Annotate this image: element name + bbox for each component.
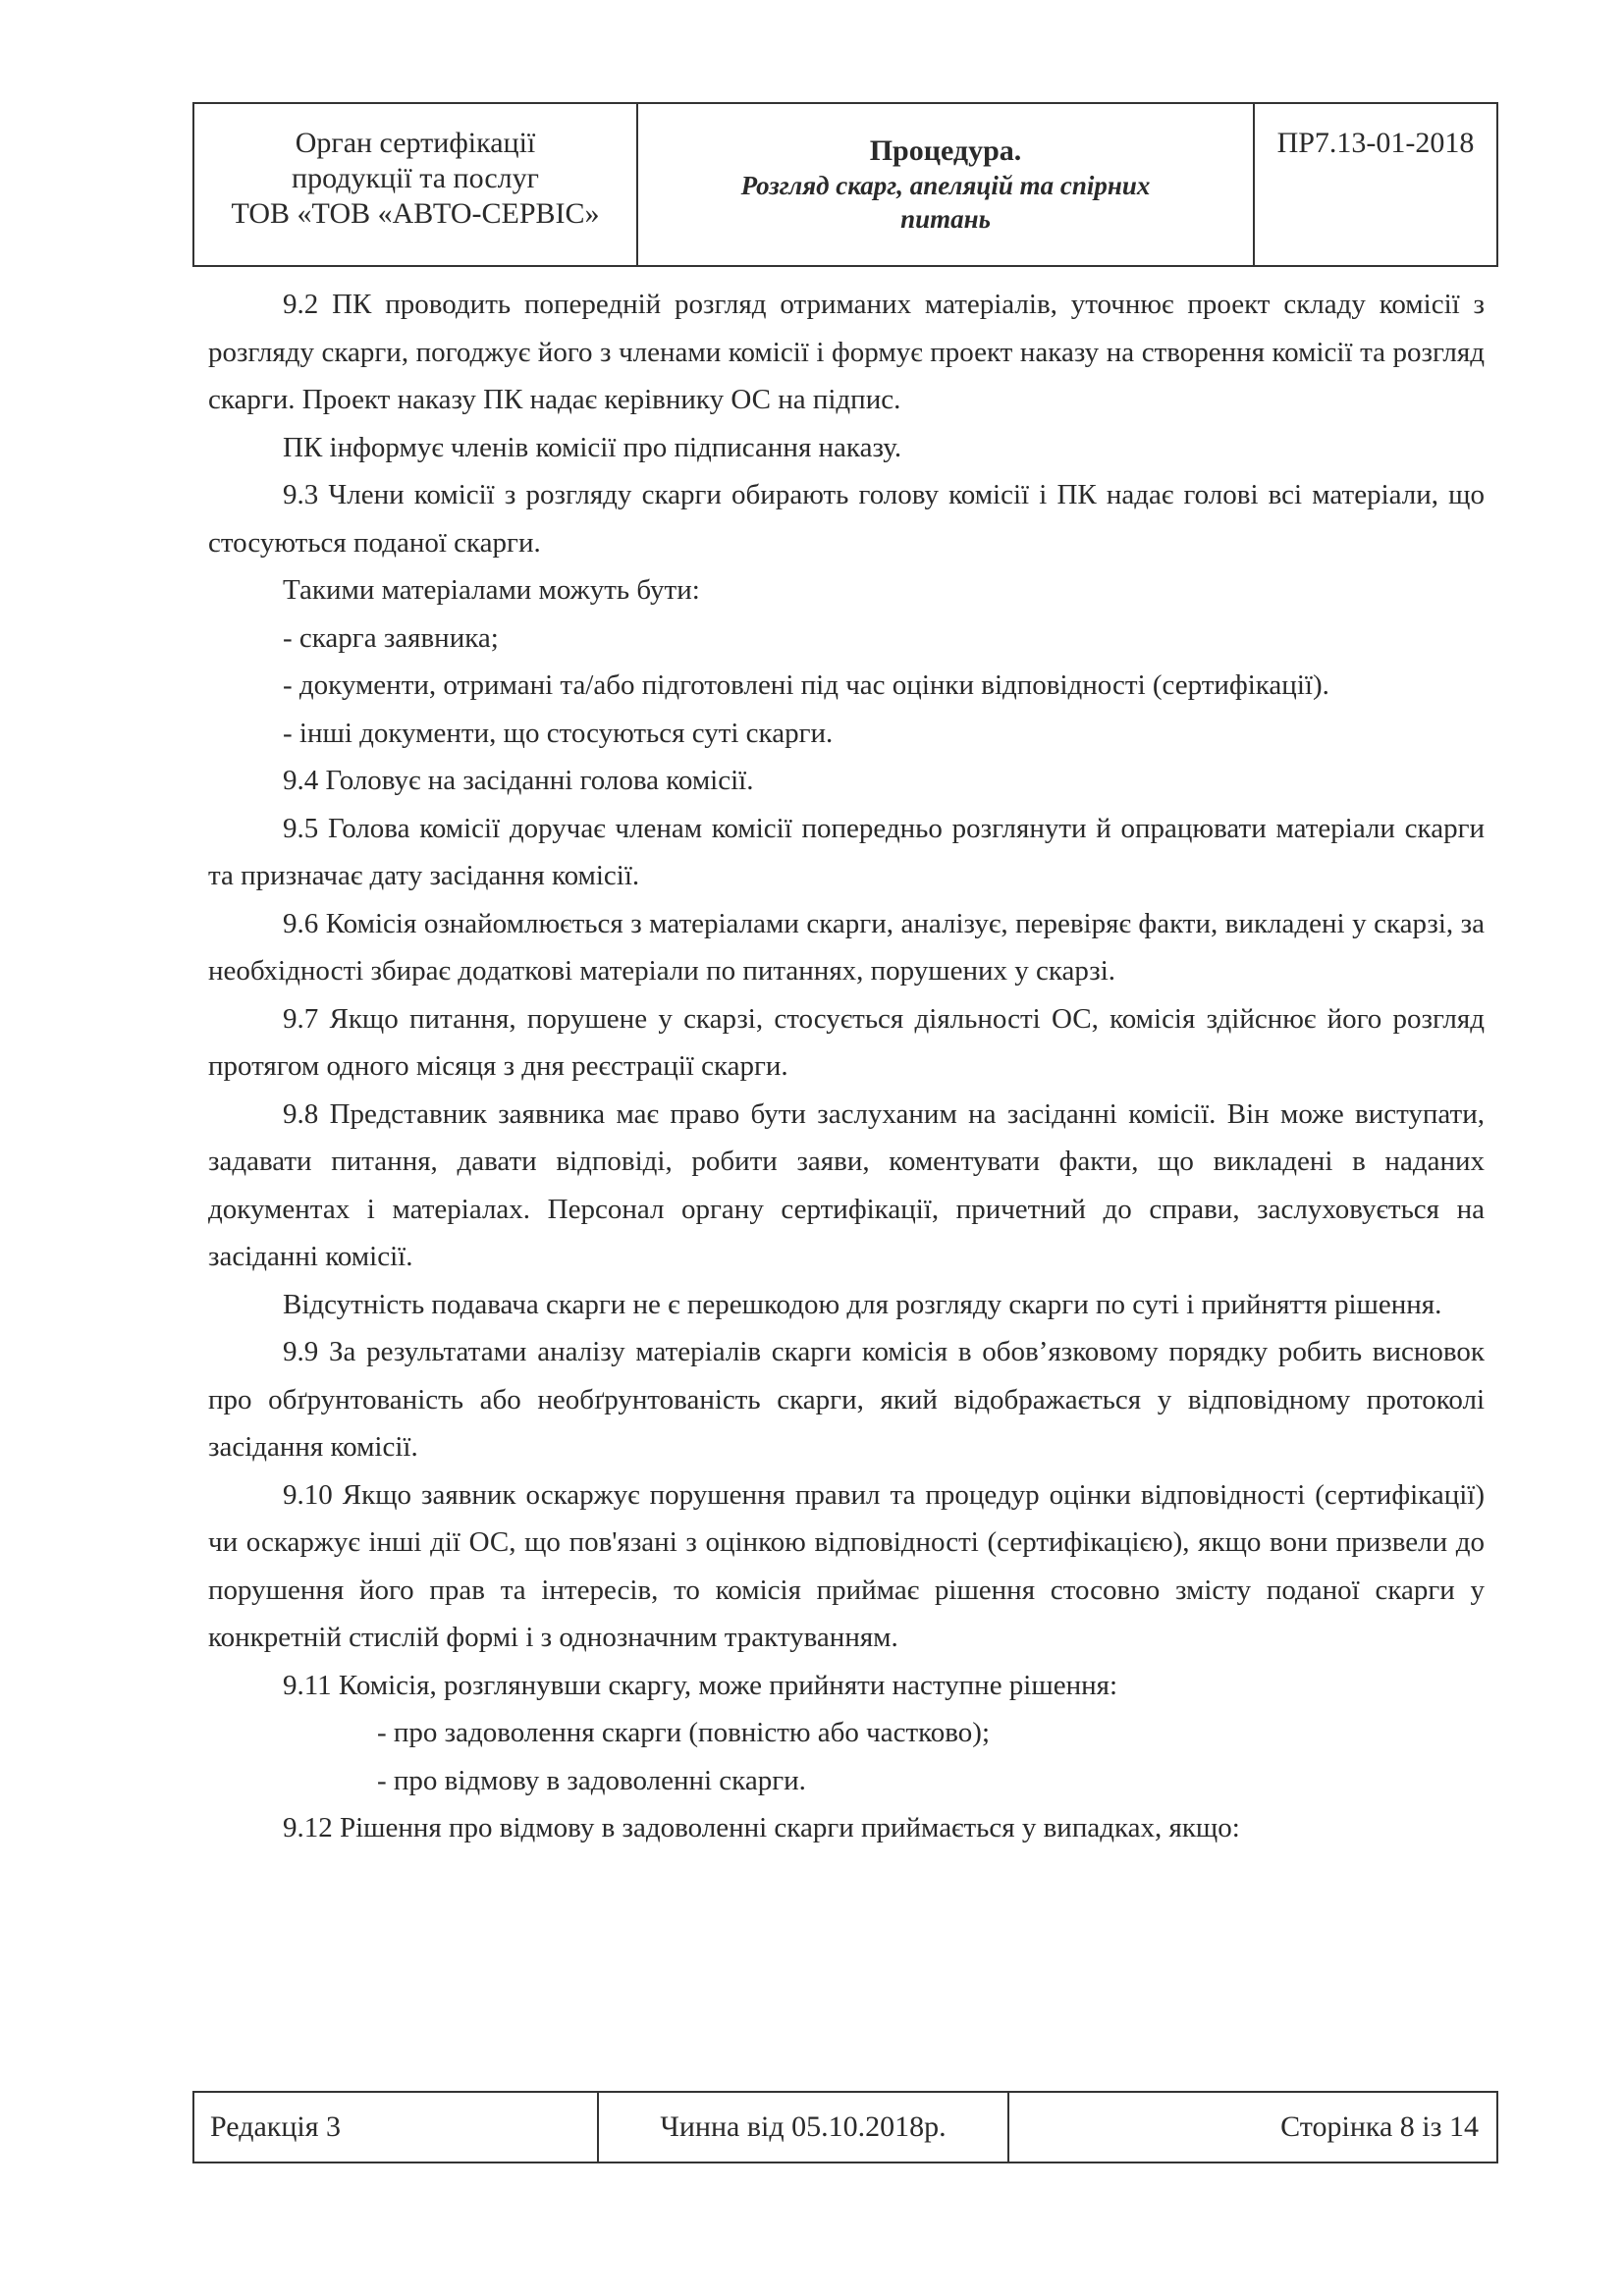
paragraph: Такими матеріалами можуть бути: — [283, 574, 700, 606]
footer-valid-from: Чинна від 05.10.2018р. — [599, 2093, 1009, 2162]
paragraph-9-12: 9.12 Рішення про відмову в задоволенні скарги приймається у випадках, якщо: — [283, 1812, 1240, 1843]
document-footer-table — [192, 2091, 1498, 2163]
procedure-subtitle-line-1: Розгляд скарг, апеляцій та спірних — [740, 171, 1151, 200]
paragraph-9-11: 9.11 Комісія, розглянувши скаргу, може прийняти наступне рішення: — [283, 1669, 1118, 1701]
paragraph-9-6: 9.6 Комісія ознайомлюється з матеріалами скарги, аналізує, перевіряє факти, викладені у скарзі, за необхідності збирає додаткові матеріали по питаннях, порушених у скарзі. — [208, 907, 1485, 987]
org-name-line-2: продукції та послуг — [292, 162, 539, 194]
org-name-line-3: ТОВ «ТОВ «АВТО-СЕРВІС» — [231, 197, 600, 230]
paragraph-9-3: 9.3 Члени комісії з розгляду скарги обирають голову комісії і ПК надає голові всі матеріали, що стосуються поданої скарги. — [208, 479, 1485, 559]
procedure-subtitle-line-2: питань — [900, 204, 991, 234]
list-item: - інші документи, що стосуються суті скарги. — [283, 717, 834, 749]
paragraph-9-8: 9.8 Представник заявника має право бути заслуханим на засіданні комісії. Він може виступати, задавати питання, давати відповіді, робити заяви, коментувати факти, що викладені в наданих документах і матеріалах. Персонал органу сертифікації, причетний до справи, заслуховується на засіданні комісії. — [208, 1097, 1485, 1272]
document-header-table — [192, 102, 1498, 267]
procedure-title: Процедура. — [869, 134, 1022, 167]
org-name-line-1: Орган сертифікації — [295, 127, 536, 159]
paragraph: Відсутність подавача скарги не є перешкодою для розгляду скарги по суті і прийняття рішення. — [283, 1288, 1442, 1320]
header-document-code: ПР7.13-01-2018 — [1276, 127, 1475, 159]
paragraph-9-10: 9.10 Якщо заявник оскаржує порушення правил та процедур оцінки відповідності (сертифікації) чи оскаржує інші дії ОС, що пов'язані з оцінкою відповідності (сертифікацією), якщо вони призвели до порушення його прав та інтересів, то комісія приймає рішення стосовно змісту поданої скарги у конкретній стислій формі і з однозначним трактуванням. — [208, 1478, 1485, 1653]
list-item: - про відмову в задоволенні скарги. — [377, 1764, 806, 1796]
paragraph-9-7: 9.7 Якщо питання, порушене у скарзі, стосується діяльності ОС, комісія здійснює його розгляд протягом одного місяця з дня реєстрації скарги. — [208, 1002, 1485, 1082]
header-procedure-cell — [638, 104, 1255, 265]
paragraph-9-9: 9.9 За результатами аналізу матеріалів скарги комісія в обов’язковому порядку робить висновок про обґрунтованість або необґрунтованість скарги, який відображається у відповідному протоколі засідання комісії. — [208, 1336, 1485, 1463]
list-item: - документи, отримані та/або підготовлені під час оцінки відповідності (сертифікації). — [283, 669, 1329, 701]
paragraph-9-4: 9.4 Головує на засіданні голова комісії. — [283, 765, 754, 796]
footer-revision: Редакція 3 — [194, 2093, 599, 2162]
paragraph-9-5: 9.5 Голова комісії доручає членам комісії попередньо розглянути й опрацювати матеріали скарги та призначає дату засідання комісії. — [208, 812, 1485, 891]
paragraph: ПК інформує членів комісії про підписання наказу. — [283, 431, 902, 463]
header-organization-cell — [194, 104, 638, 265]
paragraph-9-2: 9.2 ПК проводить попередній розгляд отриманих матеріалів, уточнює проект складу комісії з розгляду скарги, погоджує його з членами комісії і формує проект наказу на створення комісії та розгляд скарги. Проект наказу ПК надає керівнику ОС на підпис. — [208, 289, 1485, 415]
footer-page-number: Сторінка 8 із 14 — [1280, 2110, 1479, 2143]
list-item: - скарга заявника; — [283, 621, 499, 654]
document-body — [208, 281, 1485, 1852]
list-item: - про задоволення скарги (повністю або частково); — [377, 1717, 991, 1748]
